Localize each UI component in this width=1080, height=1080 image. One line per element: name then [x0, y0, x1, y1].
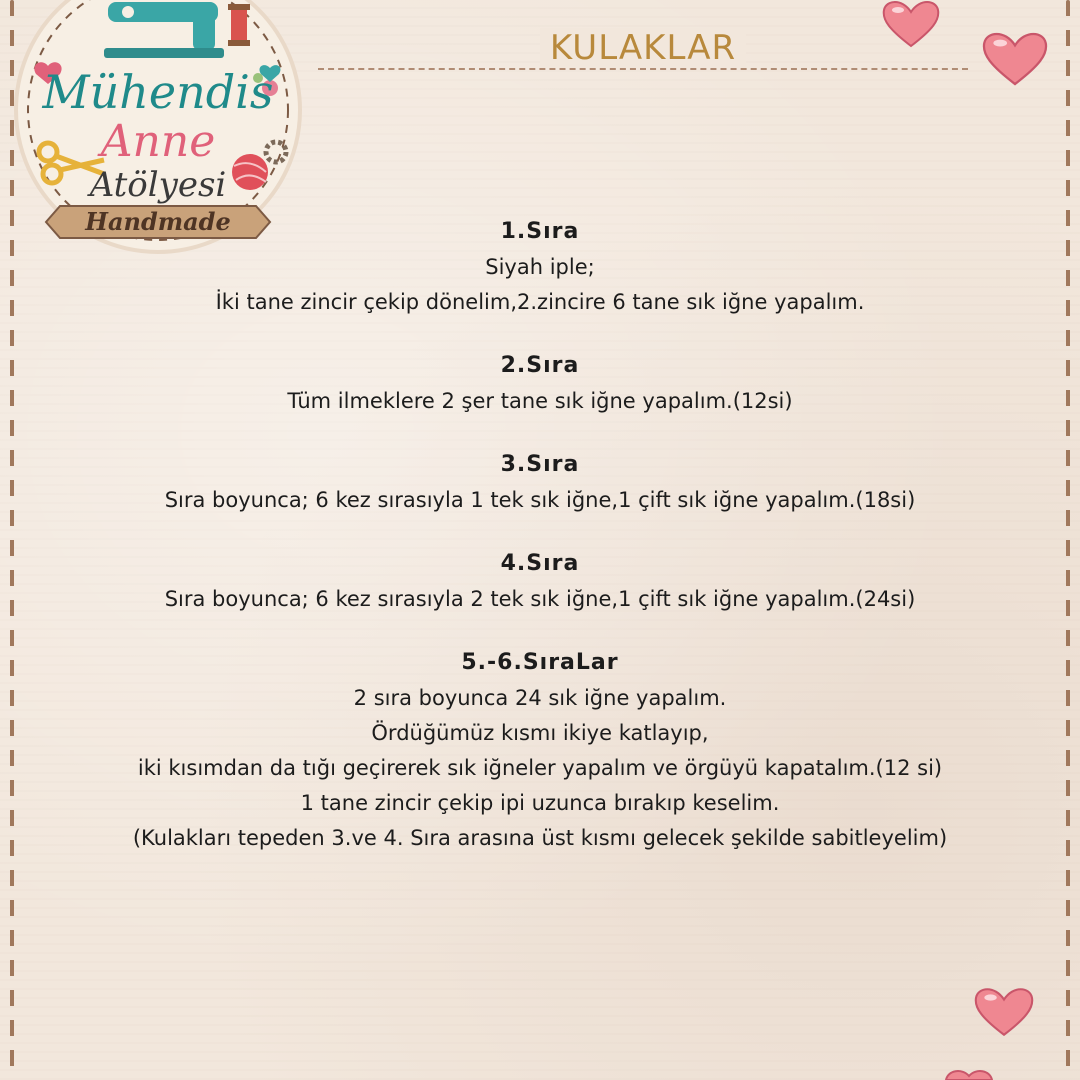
- heart-icon: [944, 1068, 994, 1080]
- brand-line3: Atölyesi: [89, 165, 227, 205]
- section-row-3: [40, 447, 1040, 518]
- section-line: Sıra boyunca; 6 kez sırasıyla 2 tek sık iğne,1 çift sık iğne yapalım.(24si): [164, 587, 916, 611]
- section-heading: 1.Sıra: [500, 219, 580, 244]
- heart-icon: [882, 0, 940, 48]
- section-heading: 2.Sıra: [500, 353, 580, 378]
- section-line: Ördüğümüz kısmı ikiye katlayıp,: [371, 721, 709, 745]
- brand-line1: Mühendis: [42, 65, 274, 119]
- brand-line2: Anne: [100, 116, 216, 167]
- section-line: 2 sıra boyunca 24 sık iğne yapalım.: [353, 686, 727, 710]
- section-line: Sıra boyunca; 6 kez sırasıyla 1 tek sık iğne,1 çift sık iğne yapalım.(18si): [164, 488, 916, 512]
- section-rows-5-6: [40, 645, 1040, 856]
- section-heading: 5.-6.SıraLar: [461, 650, 619, 675]
- right-stitch-border: [1066, 0, 1070, 1080]
- title-divider: [318, 68, 968, 70]
- section-row-1: [40, 214, 1040, 320]
- page-title: KULAKLAR: [318, 28, 968, 68]
- section-line: Siyah iple;: [485, 255, 595, 279]
- heart-icon: [974, 986, 1034, 1038]
- section-line: İki tane zincir çekip dönelim,2.zincire 6 tane sık iğne yapalım.: [215, 290, 865, 314]
- section-line: iki kısımdan da tığı geçirerek sık iğneler yapalım ve örgüyü kapatalım.(12 si): [137, 756, 943, 780]
- section-line: 1 tane zincir çekip ipi uzunca bırakıp keselim.: [300, 791, 780, 815]
- section-heading: 4.Sıra: [500, 551, 580, 576]
- heart-icon: [982, 28, 1048, 90]
- section-line: (Kulakları tepeden 3.ve 4. Sıra arasına üst kısmı gelecek şekilde sabitleyelim): [132, 826, 948, 850]
- title-row: [318, 30, 968, 70]
- thread-spool-icon: [228, 4, 250, 46]
- section-heading: 3.Sıra: [500, 452, 580, 477]
- yarn-ball-icon: [232, 154, 268, 190]
- section-row-4: [40, 546, 1040, 617]
- brand-ribbon-text: Handmade: [85, 207, 231, 236]
- instructions: [40, 214, 1040, 884]
- section-row-2: [40, 348, 1040, 419]
- section-line: Tüm ilmeklere 2 şer tane sık iğne yapalım.(12si): [287, 389, 793, 413]
